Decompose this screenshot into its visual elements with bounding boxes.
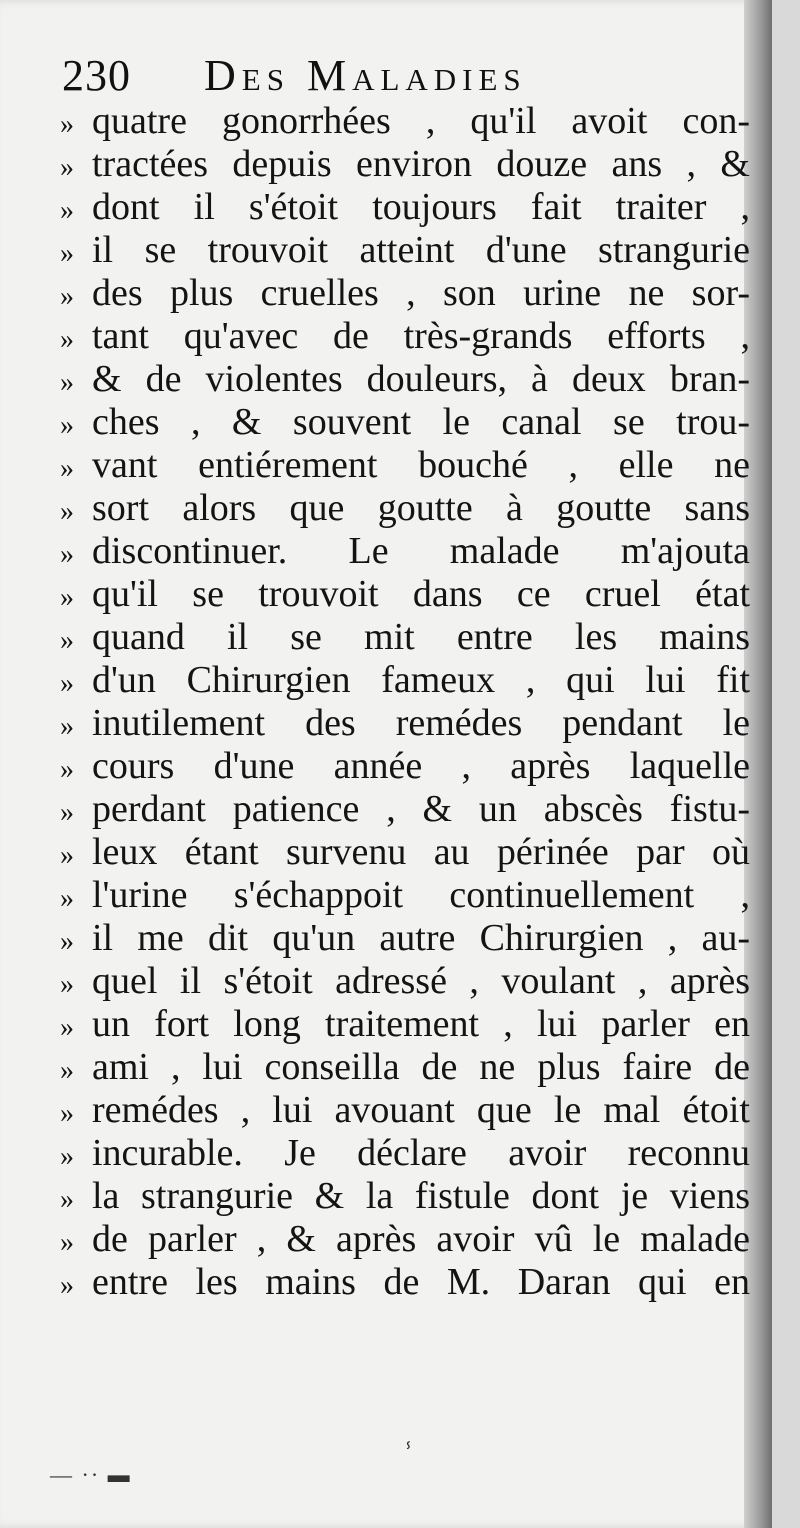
quote-mark: » xyxy=(60,1012,74,1043)
line-text: ches , & souvent le canal se trou- xyxy=(92,401,750,443)
text-line xyxy=(60,487,750,530)
quote-mark: » xyxy=(60,1184,74,1215)
line-text: un fort long traitement , lui parler en xyxy=(92,1003,750,1045)
quote-mark: » xyxy=(60,969,74,1000)
text-line xyxy=(60,530,750,573)
line-text: incurable. Je déclare avoir reconnu xyxy=(92,1132,750,1174)
text-line xyxy=(60,143,750,186)
quote-mark: » xyxy=(60,109,74,140)
quote-mark: » xyxy=(60,367,74,398)
running-title: Des Maladies xyxy=(204,51,527,100)
page-smudge: — ·· ▬ xyxy=(50,1462,132,1487)
quote-mark: » xyxy=(60,883,74,914)
quote-mark: » xyxy=(60,625,74,656)
text-line xyxy=(60,917,750,960)
quote-mark: » xyxy=(60,453,74,484)
line-text: de parler , & après avoir vû le malade xyxy=(92,1218,750,1260)
quote-mark: » xyxy=(60,754,74,785)
text-line xyxy=(60,788,750,831)
line-text: qu'il se trouvoit dans ce cruel état xyxy=(92,573,750,615)
running-header xyxy=(62,52,742,100)
quote-mark: » xyxy=(60,1141,74,1172)
text-line xyxy=(60,1218,750,1261)
page-number: 230 xyxy=(62,51,131,100)
text-line xyxy=(60,315,750,358)
quote-mark: » xyxy=(60,840,74,871)
text-line xyxy=(60,229,750,272)
text-line xyxy=(60,1132,750,1175)
line-text: ami , lui conseilla de ne plus faire de xyxy=(92,1046,750,1088)
line-text: discontinuer. Le malade m'ajouta xyxy=(92,530,750,572)
text-line xyxy=(60,444,750,487)
line-text: inutilement des remédes pendant le xyxy=(92,702,750,744)
text-line xyxy=(60,100,750,143)
text-line xyxy=(60,874,750,917)
text-line xyxy=(60,272,750,315)
quote-mark: » xyxy=(60,582,74,613)
line-text: tant qu'avec de très-grands efforts , xyxy=(92,315,750,357)
quote-mark: » xyxy=(60,324,74,355)
line-text: des plus cruelles , son urine ne sor- xyxy=(92,272,750,314)
line-text: leux étant survenu au périnée par où xyxy=(92,831,750,873)
text-line xyxy=(60,1003,750,1046)
quote-mark: » xyxy=(60,195,74,226)
quote-mark: » xyxy=(60,1055,74,1086)
text-line xyxy=(60,1046,750,1089)
text-line xyxy=(60,745,750,788)
quote-mark: » xyxy=(60,410,74,441)
line-text: cours d'une année , après laquelle xyxy=(92,745,750,787)
text-line xyxy=(60,1261,750,1304)
line-text: & de violentes douleurs, à deux bran- xyxy=(92,358,750,400)
line-text: vant entiérement bouché , elle ne xyxy=(92,444,750,486)
text-line xyxy=(60,358,750,401)
line-text: remédes , lui avouant que le mal étoit xyxy=(92,1089,750,1131)
text-line xyxy=(60,186,750,229)
text-line xyxy=(60,960,750,1003)
line-text: d'un Chirurgien fameux , qui lui fit xyxy=(92,659,750,701)
quote-mark: » xyxy=(60,1270,74,1301)
quote-mark: » xyxy=(60,797,74,828)
line-text: quatre gonorrhées , qu'il avoit con- xyxy=(92,100,750,142)
quote-mark: » xyxy=(60,152,74,183)
printer-mark: ⸯ xyxy=(402,1443,415,1468)
quote-mark: » xyxy=(60,711,74,742)
quote-mark: » xyxy=(60,281,74,312)
quote-mark: » xyxy=(60,926,74,957)
quote-mark: » xyxy=(60,668,74,699)
line-text: dont il s'étoit toujours fait traiter , xyxy=(92,186,750,228)
quote-mark: » xyxy=(60,1227,74,1258)
quote-mark: » xyxy=(60,496,74,527)
quote-mark: » xyxy=(60,1098,74,1129)
text-line xyxy=(60,401,750,444)
line-text: quel il s'étoit adressé , voulant , après xyxy=(92,960,750,1002)
quote-mark: » xyxy=(60,238,74,269)
line-text: entre les mains de M. Daran qui en xyxy=(92,1261,750,1303)
line-text: sort alors que goutte à goutte sans xyxy=(92,487,750,529)
line-text: l'urine s'échappoit continuellement , xyxy=(92,874,750,916)
line-text: quand il se mit entre les mains xyxy=(92,616,750,658)
text-body xyxy=(60,100,750,1304)
text-line xyxy=(60,616,750,659)
text-line xyxy=(60,702,750,745)
text-line xyxy=(60,831,750,874)
text-line xyxy=(60,1089,750,1132)
text-line xyxy=(60,573,750,616)
line-text: la strangurie & la fistule dont je viens xyxy=(92,1175,750,1217)
line-text: tractées depuis environ douze ans , & xyxy=(92,143,750,185)
text-line xyxy=(60,1175,750,1218)
line-text: il me dit qu'un autre Chirurgien , au- xyxy=(92,917,750,959)
quote-mark: » xyxy=(60,539,74,570)
line-text: perdant patience , & un abscès fistu- xyxy=(92,788,750,830)
line-text: il se trouvoit atteint d'une strangurie xyxy=(92,229,750,271)
text-line xyxy=(60,659,750,702)
